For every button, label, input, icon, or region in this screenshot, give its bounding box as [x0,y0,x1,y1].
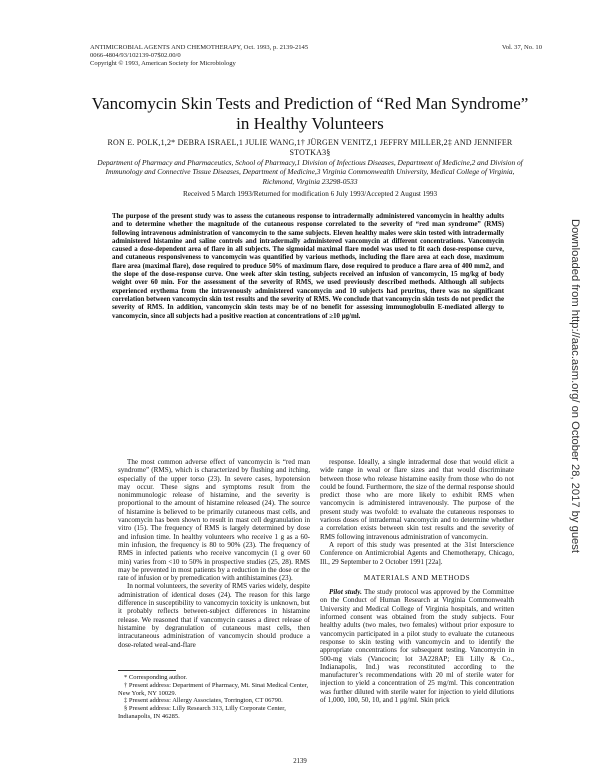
abstract: The purpose of the present study was to assess the cutaneous response to intradermally administered vancomycin in healthy adults and to determine whether the magnitude of the cutaneous response correlated to the severity of “red man syndrome” (RMS) following intravenous administration of vancomycin to the same subjects. Eleven healthy males were skin tested with intradermally administered histamine and saline controls and intradermally administered vancomycin at different concentrations. Vancomycin caused a dose-dependent area of flare in all subjects. The sigmoidal maximal flare model was used to fit each dose-response curve, and cutaneous responsiveness to vancomycin was quantified by various methods, including the flare area at each dose, maximum flare area (maximal flare), dose required to produce 50% of maximum flare, dose required to produce a flare area of 400 mm2, and the slope of the dose-response curve. One week after skin testing, subjects received an infusion of vancomycin, 15 mg/kg of body weight over 60 min. For the assessment of the severity of RMS, we used previously described methods. Although all subjects experienced erythema from the intravenously administered vancomycin and 10 subjects had pruritus, there was no significant correlation between vancomycin skin test results and the severity of RMS. We conclude that vancomycin skin tests do not predict the severity of RMS. In addition, vancomycin skin tests may be of no benefit for assessing immunoglobulin E-mediated allergy to vancomycin, since all subjects had a positive reaction at concentrations of ≥10 μg/ml. [112,213,504,320]
right-column [320,458,514,704]
pilot-study-text: The study protocol was approved by the Committee on the Conduct of Human Research at Virginia Commonwealth University and Medical College of Virginia hospitals, and written informed consent was obtained from the study subjects. Four healthy adults (two males, two females) without prior exposure to vancomycin participated in a pilot study to evaluate the cutaneous response to skin testing with vancomycin and to identify the appropriate concentrations for subsequent testing. Vancomycin in 500-mg vials (Vancocin; lot 3A228AP; Eli Lilly & Co., Indianapolis, Ind.) was reconstituted according to the manufacturer’s recommendations with 20 ml of sterile water for injection to yield a concentration of 25 mg/ml. This concentration was further diluted with sterile water for injection to yield dilutions of 1,000, 100, 50, 10, and 1 μg/ml. Skin prick [320,588,514,705]
affiliations: Department of Pharmacy and Pharmaceutics, School of Pharmacy,1 Division of Infectious Diseases, Department of Medicine,2 and Division of Immunology and Connective Tissue Diseases, Department of Medicine,3 Virginia Commonwealth University, Medical College of Virginia, Richmond, Virginia 23298-0533 [97,158,523,186]
pilot-study-subheading: Pilot study. [329,588,362,597]
journal-header [90,44,308,69]
article-title: Vancomycin Skin Tests and Prediction of “Red Man Syndrome” in Healthy Volunteers [91,94,529,133]
author-list: RON E. POLK,1,2* DEBRA ISRAEL,1 JULIE WANG,1† JÜRGEN VENITZ,1 JEFFRY MILLER,2‡ AND JENNIFER STOTKA3§ [107,138,513,157]
footnote-address-2: ‡ Present address: Allergy Associates, Torrington, CT 06790. [124,697,283,705]
footnote-address-1: † Present address: Department of Pharmacy, Mt. Sinai Medical Center, New York, NY 10029. [118,681,309,697]
footnote-corresponding: * Corresponding author. [124,674,188,681]
download-watermark: Downloaded from http://aac.asm.org/ on October 28, 2017 by guest [569,219,581,553]
intro-paragraph-2: In normal volunteers, the severity of RMS varies widely, despite administration of identical doses (24). The reason for this large difference in susceptibility to vancomycin toxicity is unknown, but it probably reflects between-subject differences in histamine release. We reasoned that if vancomycin causes a direct release of histamine by degranulation of cutaneous mast cells, then intracutaneous administration of vancomycin should produce a dose-related weal-and-flare [118,582,310,649]
copyright-line: Copyright © 1993, American Society for Microbiology [90,60,236,68]
page-number: 2139 [293,758,307,765]
intro-paragraph-3: response. Ideally, a single intradermal dose that would elicit a wide range in weal or flare sizes and that would discriminate between those who release histamine easily from those who do not could be found. Furthermore, the size of the dermal response should predict those who are more likely to exhibit RMS when vancomycin is administered intravenously. The purpose of the present study was twofold: to evaluate the cutaneous responses to various doses of intradermal vancomycin and to determine whether a correlation exists between skin test results and the severity of RMS following intravenous administration of vancomycin. [320,458,514,541]
journal-citation: ANTIMICROBIAL AGENTS AND CHEMOTHERAPY, Oct. 1993, p. 2139-2145 [90,44,309,51]
received-dates: Received 5 March 1993/Returned for modification 6 July 1993/Accepted 2 August 1993 [182,190,438,198]
volume-label: Vol. 37, No. 10 [501,44,542,51]
intro-paragraph-1: The most common adverse effect of vancomycin is “red man syndrome” (RMS), which is characterized by flushing and itching, especially of the upper torso (23). In severe cases, hypotension may occur. These signs and symptoms result from the nonimmunologic release of histamine, and the severity is proportional to the amount of histamine released (24). The source of histamine is believed to be primarily cutaneous mast cells, and vancomycin has been shown to result in mast cell degranulation in vitro (15). The frequency of RMS is largely determined by dose and infusion time. In healthy volunteers who receive 1 g as a 60-min infusion, the frequency is 80 to 90% (23). The frequency of RMS in infected patients who receive vancomycin (1 g over 60 min) varies from <10 to 50% in prospective studies (25, 28). RMS may be prevented in most patients by a reduction in the dose or the rate of infusion or by premedication with antihistamines (23). [118,458,310,583]
footnote-divider [118,670,176,671]
pilot-study-paragraph [320,588,514,704]
intro-paragraph-4: A report of this study was presented at the 31st Interscience Conference on Antimicrobial Agents and Chemotherapy, Chicago, Ill., 29 September to 2 October 1991 [22a]. [320,540,514,566]
footnotes [118,674,310,721]
left-column [118,458,310,649]
issn-code: 0066-4804/93/102139-07$02.00/0 [90,52,181,60]
footnote-address-3: § Present address: Lilly Research 313, Lilly Corporate Center, Indianapolis, IN 46285. [118,705,286,720]
methods-heading: MATERIALS AND METHODS [363,573,471,582]
